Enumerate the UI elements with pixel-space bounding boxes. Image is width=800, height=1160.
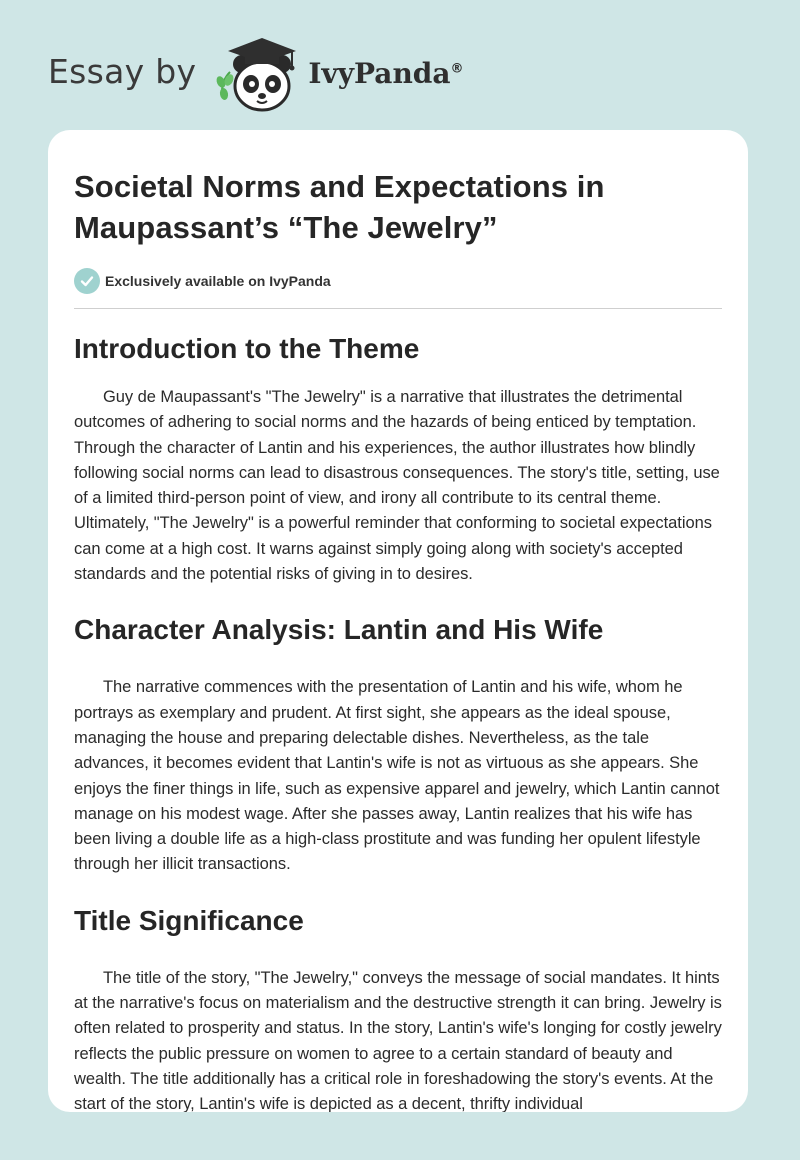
section-paragraph: The narrative commences with the presentation of Lantin and his wife, whom he portrays as exemplary and prudent. At first sight, she appears as the ideal spouse, managing the house and preparing delectable dishes. Nevertheless, as the tale advances, it becomes evident that Lantin's wife is not as virtuous as she appears. She enjoys the finer things in life, such as expensive apparel and jewelry, which Lantin cannot manage on his modest wage. After she passes away, Lantin realizes that his wife has been living a double life as a high-class prostitute and was funding her opulent lifestyle through her illicit transactions. (74, 678, 720, 874)
section-introduction (74, 332, 722, 587)
divider (74, 308, 722, 309)
article-card (48, 130, 748, 1112)
section-title-significance (74, 904, 722, 1112)
brand-prefix: Essay by (48, 51, 197, 91)
article-title: Societal Norms and Expectations in Maupassant’s “The Jewelry” (74, 169, 605, 245)
brand-name-text: IvyPanda (308, 56, 451, 90)
section-character-analysis (74, 613, 722, 877)
section-heading: Character Analysis: Lantin and His Wife (74, 614, 604, 646)
section-paragraph: The title of the story, "The Jewelry," conveys the message of social mandates. It hints at the narrative's focus on materialism and the destructive strength it can bring. Jewelry is often related to prosperity and status. In the story, Lantin's wife's longing for costly jewelry reflects the public pressure on women to agree to a certain standard of beauty and wealth. The title additionally has a critical role in foreshadowing the story's events. At the start of the story, Lantin's wife is depicted as a decent, thrifty individual (74, 968, 722, 1112)
section-heading: Title Significance (74, 904, 304, 936)
section-paragraph: Guy de Maupassant's "The Jewelry" is a narrative that illustrates the detrimental outcomes of adhering to social norms and the hazards of being enticed by temptation. Through the character of Lantin and his experiences, the author illustrates how blindly following social norms can lead to disastrous consequences. The story's title, setting, use of a limited third-person point of view, and irony all contribute to its central theme. Ultimately, "The Jewelry" is a powerful reminder that conforming to societal expectations can come at a high cost. It warns against simply going along with society's accepted standards and the potential risks of giving in to desires. (74, 388, 720, 584)
section-heading: Introduction to the Theme (74, 333, 420, 364)
panda-logo-icon (212, 34, 304, 114)
badge-text: Exclusively available on IvyPanda (105, 273, 331, 289)
brand-logo[interactable] (48, 34, 464, 114)
registered-mark: ® (450, 61, 464, 77)
exclusive-badge (74, 268, 722, 294)
brand-name (308, 57, 463, 90)
check-icon (74, 268, 100, 294)
